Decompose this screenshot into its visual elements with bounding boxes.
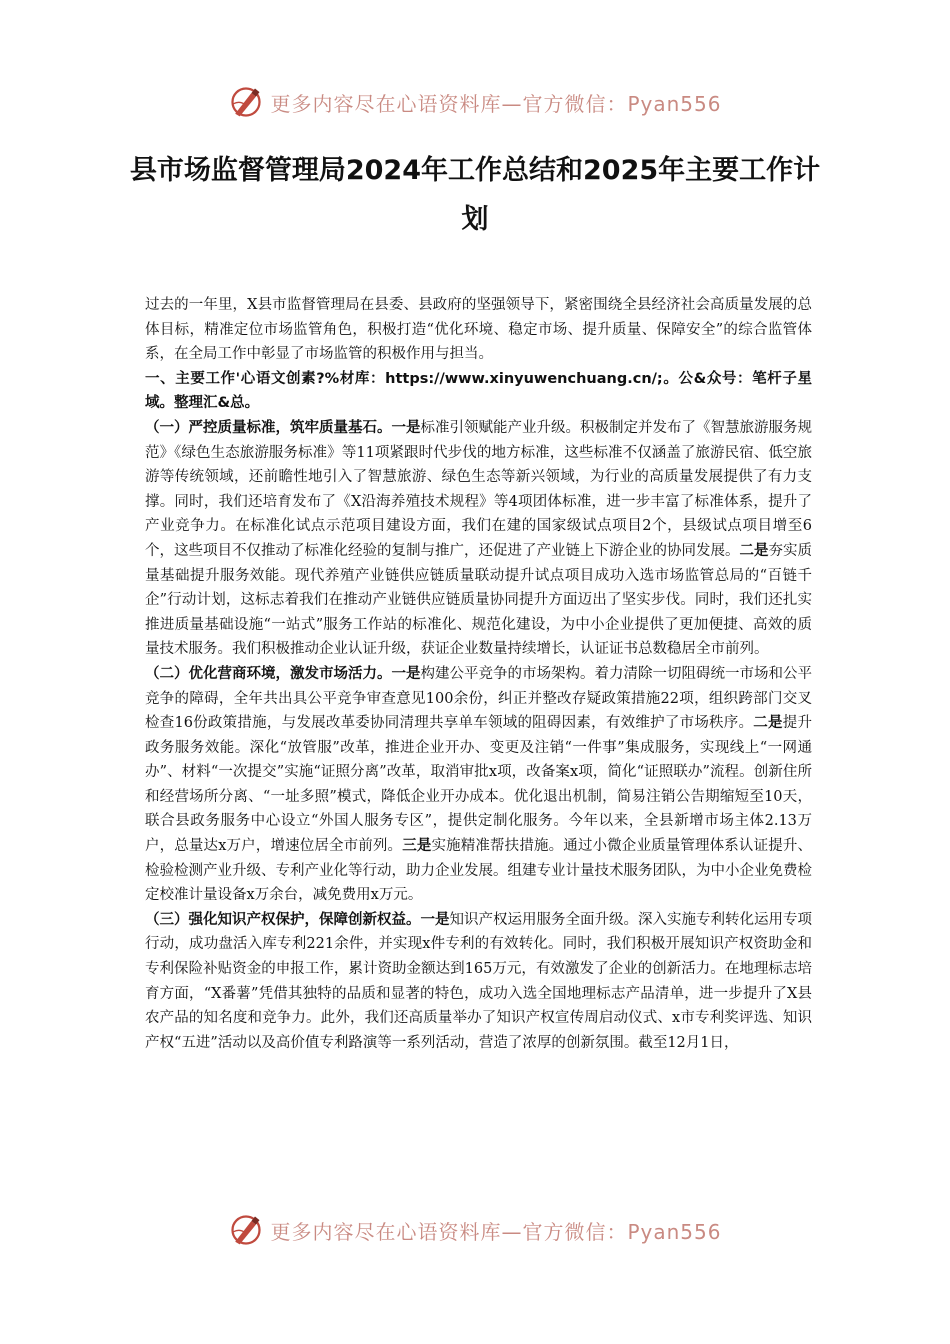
footer-watermark-banner	[0, 1210, 950, 1250]
item-text: 夯实质量基础提升服务效能。现代养殖产业链供应链质量联动提升试点项目成功入选市场监管总局的“百链千企”行动计划，这标志着我们在推动产业链供应链质量协同提升方面迈出了坚实步伐。同时，我们还扎实推进质量基础设施“一站式”服务工作站的标准化、规范化建设，为中小企业提供了更加便捷、高效的质量技术服务。我们积极推动企业认证升级，获证企业数量持续增长，认证证书总数稳居全市前列。	[145, 542, 812, 658]
item-lead: 二是	[739, 541, 769, 559]
item-text: 构建公平竞争的市场架构。着力清除一切阻碍统一市场和公平竞争的障碍，全年共出具公平竞争审查意见100余份，纠正并整改存疑政策措施22项，组织跨部门交叉检查16份政策措施，与发展改革委协同清理共享单车领域的阻碍因素，有效维护了市场秩序。	[145, 665, 812, 732]
watermark-text: 更多内容尽在心语资料库—官方微信：Pyan556	[270, 1219, 722, 1244]
header-watermark-banner	[0, 82, 950, 122]
item-lead: 二是	[753, 714, 783, 732]
document-title: 县市场监督管理局2024年工作总结和2025年主要工作计划	[129, 155, 821, 235]
item-text: 提升政务服务效能。深化“放管服”改革，推进企业开办、变更及注销“一件事”集成服务，实现线上“一网通办”、材料“一次提交”实施“证照分离”改革，取消审批x项，改备案x项，简化“证照联办”流程。创新住所和经营场所分离、“一址多照”模式，降低企业开办成本。优化退出机制，简易注销公告期缩短至10天，联合县政务服务中心设立“外国人服务专区”，提供定制化服务。今年以来，全县新增市场主体2.13万户，总量达x万户，增速位居全市前列。	[145, 715, 813, 855]
document-body	[145, 293, 812, 1055]
item-text: 实施精准帮扶措施。通过小微企业质量管理体系认证提升、检验检测产业升级、专利产业化等行动，助力企业发展。组建专业计量技术服务团队，为中小企业免费检定校准计量设备x万余台，减免费用x万元。	[145, 838, 812, 904]
subsection-heading: （一）严控质量标准，筑牢质量基石。	[145, 418, 392, 436]
item-text: 标准引领赋能产业升级。积极制定并发布了《智慧旅游服务规范》《绿色生态旅游服务标准》等11项紧跟时代步伐的地方标准，这些标准不仅涵盖了旅游民宿、低空旅游等传统领域，还前瞻性地引入了智慧旅游、绿色生态等新兴领域，为行业的高质量发展提供了有力支撑。同时，我们还培育发布了《X沿海养殖技术规程》等4项团体标准，进一步丰富了标准体系，提升了产业竞争力。在标准化试点示范项目建设方面，我们在建的国家级试点项目2个，县级试点项目增至6个，这些项目不仅推动了标准化经验的复制与推广，还促进了产业链上下游企业的协同发展。	[145, 419, 812, 559]
pen-nib-circle-logo-icon	[228, 84, 264, 120]
watermark-text: 更多内容尽在心语资料库—官方微信：Pyan556	[270, 91, 722, 116]
subsection-heading: （二）优化营商环境，激发市场活力。	[145, 664, 392, 682]
subsection-business-environment	[145, 662, 812, 908]
section-heading-main-work: 一、主要工作'心语文创素?%材库：https://www.xinyuwenchuang.cn/;。公&众号：笔杆子星域。整理汇&总。	[145, 370, 812, 412]
item-lead: 一是	[420, 910, 450, 928]
pen-nib-circle-logo-icon	[228, 1212, 264, 1248]
intro-paragraph: 过去的一年里，X县市监督管理局在县委、县政府的坚强领导下，紧密围绕全县经济社会高质量发展的总体目标，精准定位市场监管角色，积极打造“优化环境、稳定市场、提升质量、保障安全”的综合监管体系，在全局工作中彰显了市场监管的积极作用与担当。	[145, 297, 812, 363]
item-text: 知识产权运用服务全面升级。深入实施专利转化运用专项行动，成功盘活入库专利221余件，并实现x件专利的有效转化。同时，我们积极开展知识产权资助金和专利保险补贴资金的申报工作，累计资助金额达到165万元，有效激发了企业的创新活力。在地理标志培育方面，“X番薯”凭借其独特的品质和显著的特色，成功入选全国地理标志产品清单，进一步提升了X县农产品的知名度和竞争力。此外，我们还高质量举办了知识产权宣传周启动仪式、x市专利奖评选、知识产权“五进”活动以及高价值专利路演等一系列活动，营造了浓厚的创新氛围。截至12月1日，	[145, 911, 812, 1051]
item-lead: 三是	[402, 837, 432, 855]
subsection-heading: （三）强化知识产权保护，保障创新权益。	[145, 910, 421, 928]
subsection-quality-standards	[145, 416, 812, 662]
subsection-intellectual-property	[145, 908, 812, 1056]
item-lead: 一是	[391, 664, 421, 682]
item-lead: 一是	[391, 418, 421, 436]
